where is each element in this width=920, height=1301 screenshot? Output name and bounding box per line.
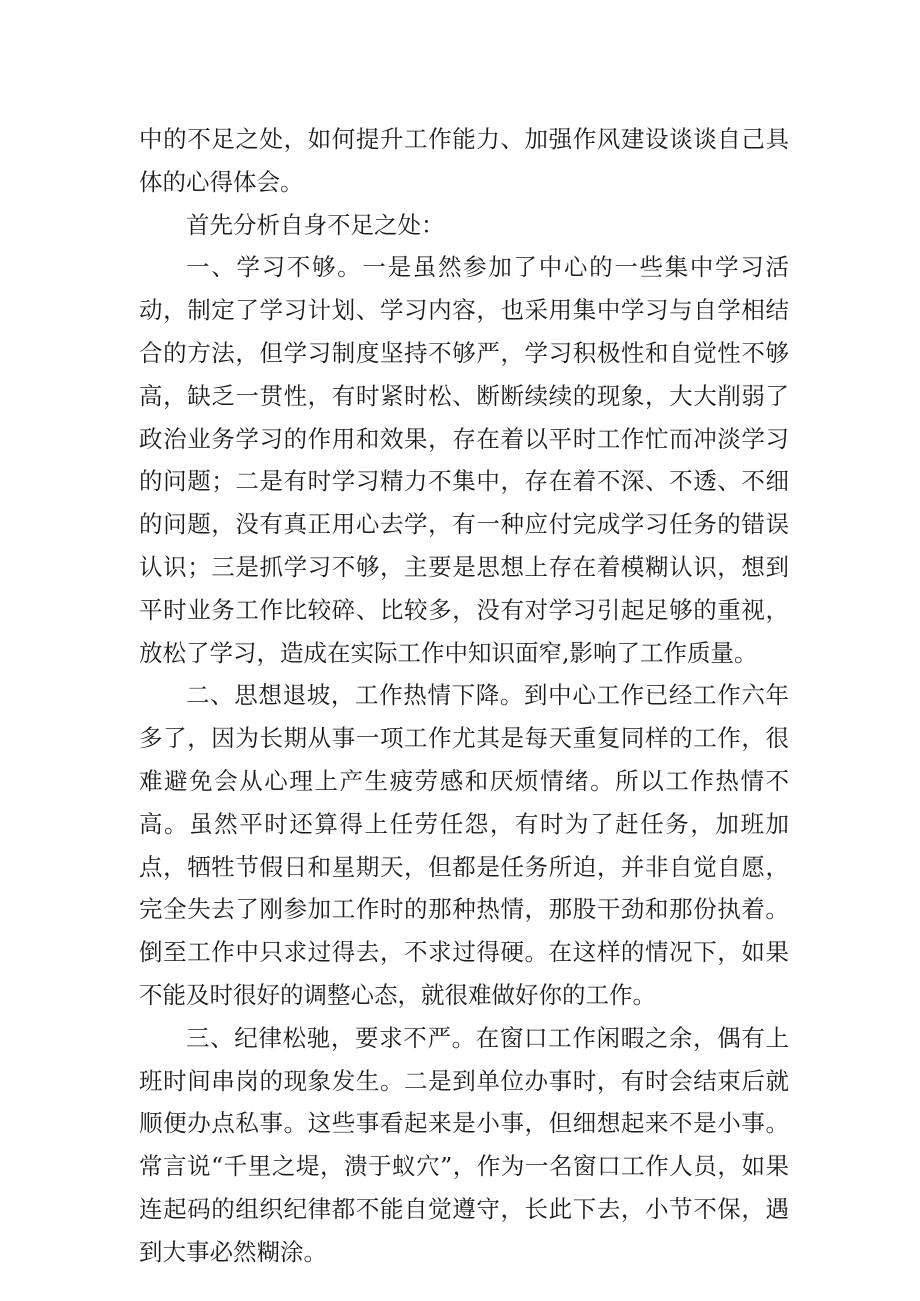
- paragraph-intro: 首先分析自身不足之处：: [186, 210, 445, 239]
- paragraph-thinking: 二、思想退坡，工作热情下降。到中心工作已经工作六年多了，因为长期从事一项工作尤其是每天重复同样的工作，很难避免会从心理上产生疲劳感和厌烦情绪。所以工作热情不高。虽然平时还算得上任劳任怨，有时为了赶任务，加班加点，牺牲节假日和星期天，但都是任务所迫，并非自觉自愿，完全失去了刚参加工作时的那种热情，那股干劲和那份执着。倒至工作中只求过得去，不求过得硬。在这样的情况下，如果不能及时很好的调整心态，就很难做好你的工作。: [139, 681, 789, 1009]
- document-body: [139, 118, 789, 1274]
- paragraph-discipline: 三、纪律松驰，要求不严。在窗口工作闲暇之余，偶有上班时间串岗的现象发生。二是到单位办事时，有时会结束后就顺便办点私事。这些事看起来是小事，但细想起来不是小事。常言说“千里之堤，溃于蚁穴”，作为一名窗口工作人员，如果连起码的组织纪律都不能自觉遵守，长此下去，小节不保，遇到大事必然糊涂。: [139, 1023, 789, 1266]
- paragraph-continuation: 中的不足之处，如何提升工作能力、加强作风建设谈谈自己具体的心得体会。: [139, 125, 789, 196]
- paragraph-study: 一、学习不够。一是虽然参加了中心的一些集中学习活动，制定了学习计划、学习内容，也采用集中学习与自学相结合的方法，但学习制度坚持不够严，学习积极性和自觉性不够高，缺乏一贯性，有时紧时松、断断续续的现象，大大削弱了政治业务学习的作用和效果，存在着以平时工作忙而冲淡学习的问题；二是有时学习精力不集中，存在着不深、不透、不细的问题，没有真正用心去学，有一种应付完成学习任务的错误认识；三是抓学习不够，主要是思想上存在着模糊认识，想到平时业务工作比较碎、比较多，没有对学习引起足够的重视，放松了学习，造成在实际工作中知识面窄,影响了工作质量。: [139, 253, 789, 667]
